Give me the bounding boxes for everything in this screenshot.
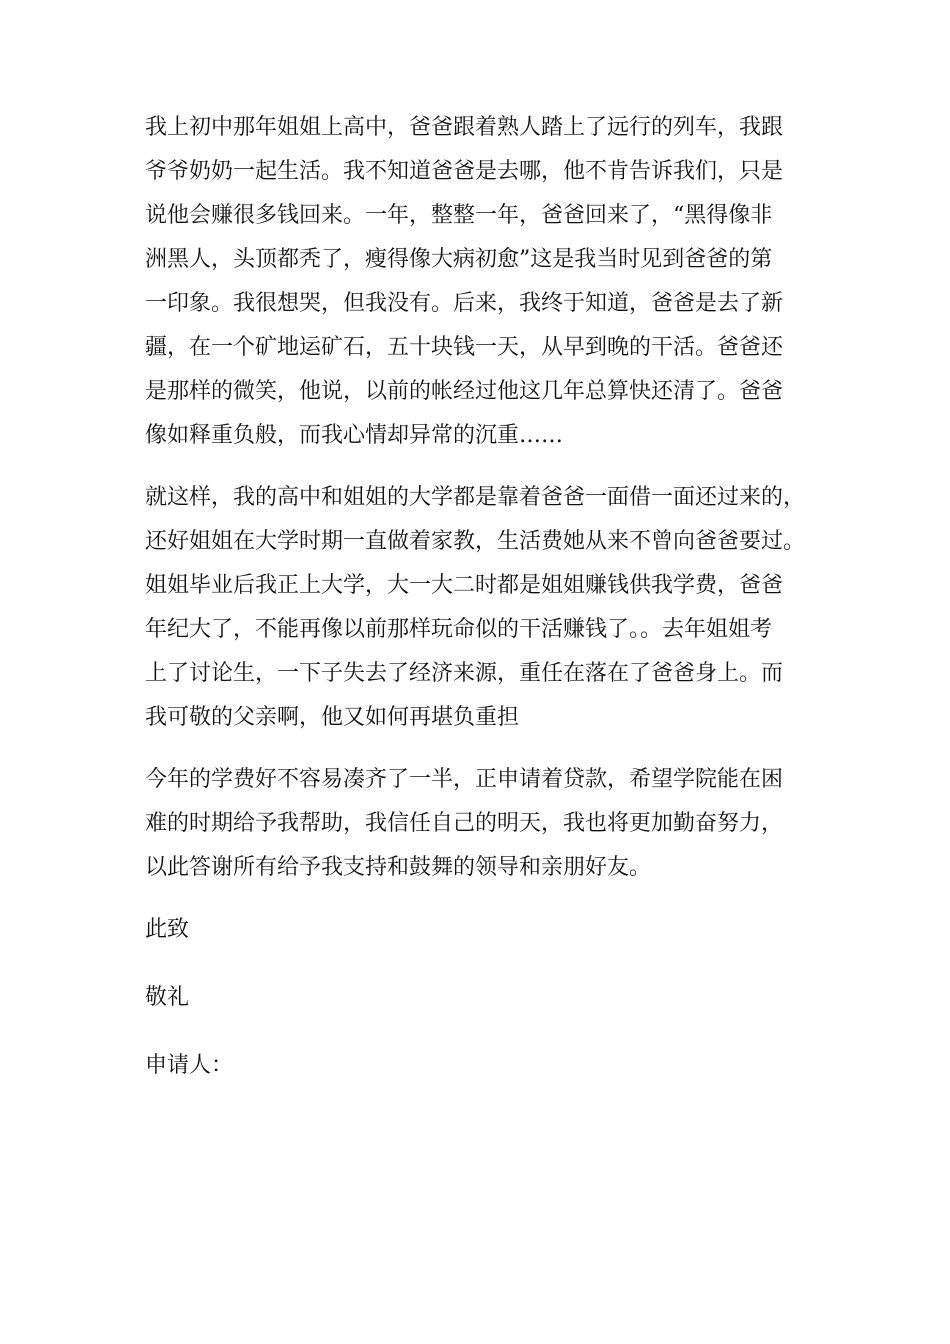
text-line: 洲黑人，头顶都秃了，瘦得像大病初愈”这是我当时见到爸爸的第 (145, 247, 773, 272)
text-line: 一印象。我很想哭，但我没有。后来，我终于知道，爸爸是去了新 (145, 291, 784, 316)
text-line: 像如释重负般，而我心情却异常的沉重…… (145, 423, 564, 448)
text-line: 是那样的微笑，他说，以前的帐经过他这几年总算快还清了。爸爸 (145, 379, 784, 404)
text-line: 就这样，我的高中和姐姐的大学都是靠着爸爸一面借一面还过来的， (145, 485, 806, 510)
text-line: 我可敬的父亲啊，他又如何再堪负重担 (145, 705, 520, 730)
text-line: 爷爷奶奶一起生活。我不知道爸爸是去哪，他不肯告诉我们，只是 (145, 159, 784, 184)
text-line: 还好姐姐在大学时期一直做着家教，生活费她从来不曾向爸爸要过。 (145, 529, 806, 554)
text-line: 上了讨论生，一下子失去了经济来源，重任在落在了爸爸身上。而 (145, 661, 784, 686)
text-line: 说他会赚很多钱回来。一年，整整一年，爸爸回来了，“黑得像非 (145, 203, 773, 228)
applicant-label: 申请人： (145, 1053, 234, 1078)
text-line: 姐姐毕业后我正上大学，大一大二时都是姐姐赚钱供我学费，爸爸 (145, 573, 784, 598)
text-line: 我上初中那年姐姐上高中，爸爸跟着熟人踏上了远行的列车，我跟 (145, 115, 784, 140)
salutation-text: 此致 (145, 917, 190, 942)
regards-text: 敬礼 (145, 985, 190, 1010)
text-line: 年纪大了，不能再像以前那样玩命似的干活赚钱了。。去年姐姐考 (145, 617, 773, 642)
text-line: 以此答谢所有给予我支持和鼓舞的领导和亲朋好友。 (145, 855, 652, 880)
text-line: 疆，在一个矿地运矿石，五十块钱一天，从早到晚的干活。爸爸还 (145, 335, 784, 360)
text-line: 难的时期给予我帮助，我信任自己的明天，我也将更加勤奋努力， (145, 811, 784, 836)
text-line: 今年的学费好不容易凑齐了一半，正申请着贷款，希望学院能在困 (145, 767, 784, 792)
